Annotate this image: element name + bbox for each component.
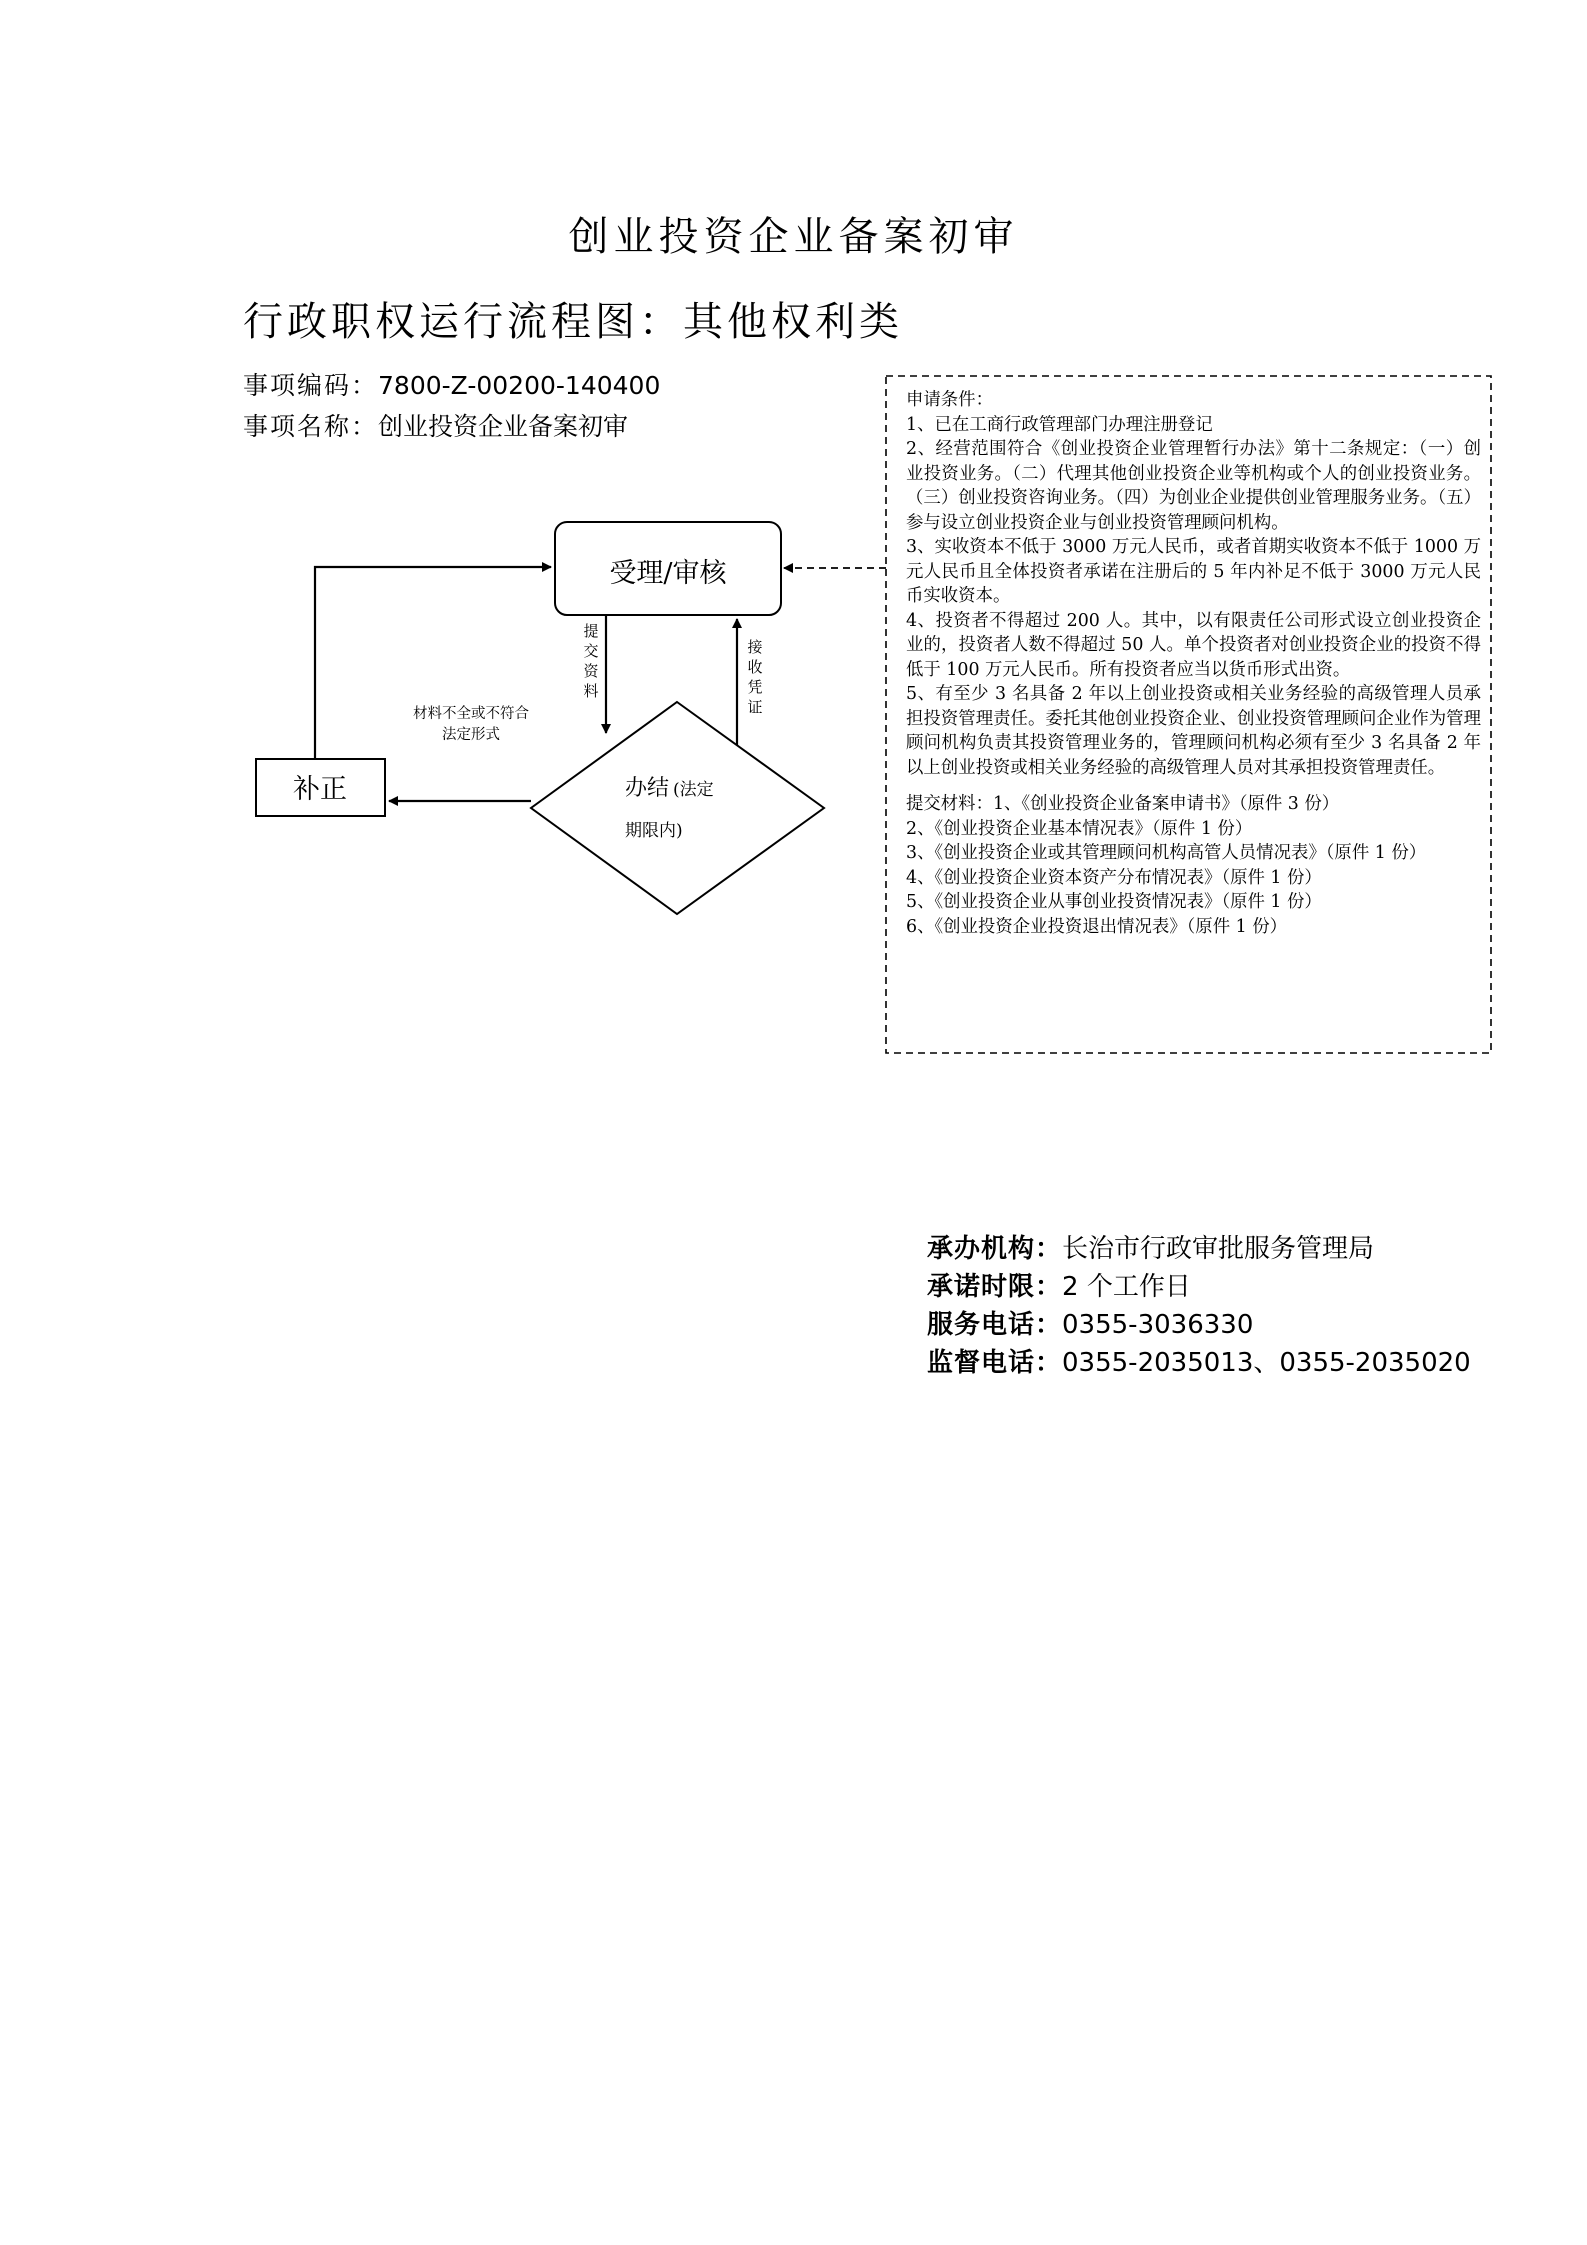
agency-value: 长治市行政审批服务管理局 xyxy=(1062,1234,1375,1264)
deadline-row xyxy=(927,1268,1471,1306)
agency-label: 承办机构： xyxy=(927,1234,1063,1264)
correction-to-review-arrow xyxy=(315,567,551,759)
conditions-panel xyxy=(906,388,1481,939)
condition-item: 3、实收资本不低于 3000 万元人民币，或者首期实收资本不低于 1000 万元人民币且全体投资者承诺在注册后的 5 年内补足不低于 3000 万元人民币实收资本。 xyxy=(906,537,1481,606)
item-code-label: 事项编码： xyxy=(243,371,379,400)
supervise-phone-label: 监督电话： xyxy=(927,1348,1063,1378)
conclude-node-paren-1: (法定 xyxy=(673,780,714,800)
item-code-value: 7800-Z-00200-140400 xyxy=(378,371,661,400)
flowchart-subtitle: 行政职权运行流程图：其他权利类 xyxy=(243,299,903,345)
receipt-label-3: 凭 xyxy=(747,678,763,696)
material-item: 4、《创业投资企业资本资产分布情况表》（原件 1 份） xyxy=(906,867,1322,888)
deadline-value: 2 个工作日 xyxy=(1062,1272,1191,1302)
footer-info xyxy=(927,1230,1471,1382)
service-phone-row xyxy=(927,1306,1471,1344)
submit-materials-label-3: 资 xyxy=(583,662,599,680)
conclude-node xyxy=(531,702,824,914)
condition-item: 5、有至少 3 名具备 2 年以上创业投资或相关业务经验的高级管理人员承担投资管理责任。委托其他创业投资企业、创业投资管理顾问企业作为管理顾问机构负责其投资管理业务的，管理顾问机构必须有至少 3 名具备 2 年以上创业投资或相关业务经验的高级管理人员对其承担投资管理责任。 xyxy=(906,684,1481,778)
material-item: 提交材料：1、《创业投资企业备案申请书》（原件 3 份） xyxy=(906,794,1340,814)
item-name-label: 事项名称： xyxy=(243,412,379,441)
section-spacer xyxy=(906,780,1481,792)
material-item: 6、《创业投资企业投资退出情况表》（原件 1 份） xyxy=(906,916,1287,937)
material-item: 2、《创业投资企业基本情况表》（原件 1 份） xyxy=(906,818,1253,839)
material-item: 5、《创业投资企业从事创业投资情况表》（原件 1 份） xyxy=(906,892,1322,912)
receipt-label-4: 证 xyxy=(747,698,763,716)
condition-item: 4、投资者不得超过 200 人。其中，以有限责任公司形式设立创业投资企业的，投资者人数不得超过 50 人。单个投资者对创业投资企业的投资不得低于 100 万元人民币。所有投资者应当以货币形式出资。 xyxy=(906,610,1481,680)
review-node-label: 受理/审核 xyxy=(609,558,727,589)
item-name-value: 创业投资企业备案初审 xyxy=(378,412,629,441)
service-phone-value: 0355-3036330 xyxy=(1062,1310,1254,1340)
service-phone-label: 服务电话： xyxy=(927,1310,1063,1340)
supervise-phone-value: 0355-2035013、0355-2035020 xyxy=(1062,1348,1471,1378)
conclude-node-main: 办结 xyxy=(625,776,670,801)
material-item: 3、《创业投资企业或其管理顾问机构高管人员情况表》（原件 1 份） xyxy=(906,843,1427,863)
supervise-phone-row xyxy=(927,1344,1471,1382)
document-title: 创业投资企业备案初审 xyxy=(568,214,1019,260)
conditions-heading: 申请条件： xyxy=(906,390,993,410)
incomplete-materials-label-1: 材料不全或不符合 xyxy=(413,706,529,722)
submit-materials-label-1: 提 xyxy=(583,622,599,640)
incomplete-materials-label-2: 法定形式 xyxy=(442,727,500,743)
submit-materials-label-4: 料 xyxy=(583,682,599,700)
condition-item: 2、经营范围符合《创业投资企业管理暂行办法》第十二条规定：（一）创业投资业务。（二）代理其他创业投资企业等机构或个人的创业投资业务。（三）创业投资咨询业务。（四）为创业企业提供创业管理服务业务。（五）参与设立创业投资企业与创业投资管理顾问机构。 xyxy=(906,439,1481,533)
deadline-label: 承诺时限： xyxy=(927,1272,1063,1302)
agency-row xyxy=(927,1230,1471,1268)
condition-item: 1、已在工商行政管理部门办理注册登记 xyxy=(906,414,1213,435)
receipt-label-1: 接 xyxy=(747,638,763,656)
submit-materials-label-2: 交 xyxy=(583,642,599,660)
conclude-node-paren-2: 期限内) xyxy=(625,821,683,841)
receipt-label-2: 收 xyxy=(747,658,763,676)
correction-node-label: 补正 xyxy=(293,774,347,805)
